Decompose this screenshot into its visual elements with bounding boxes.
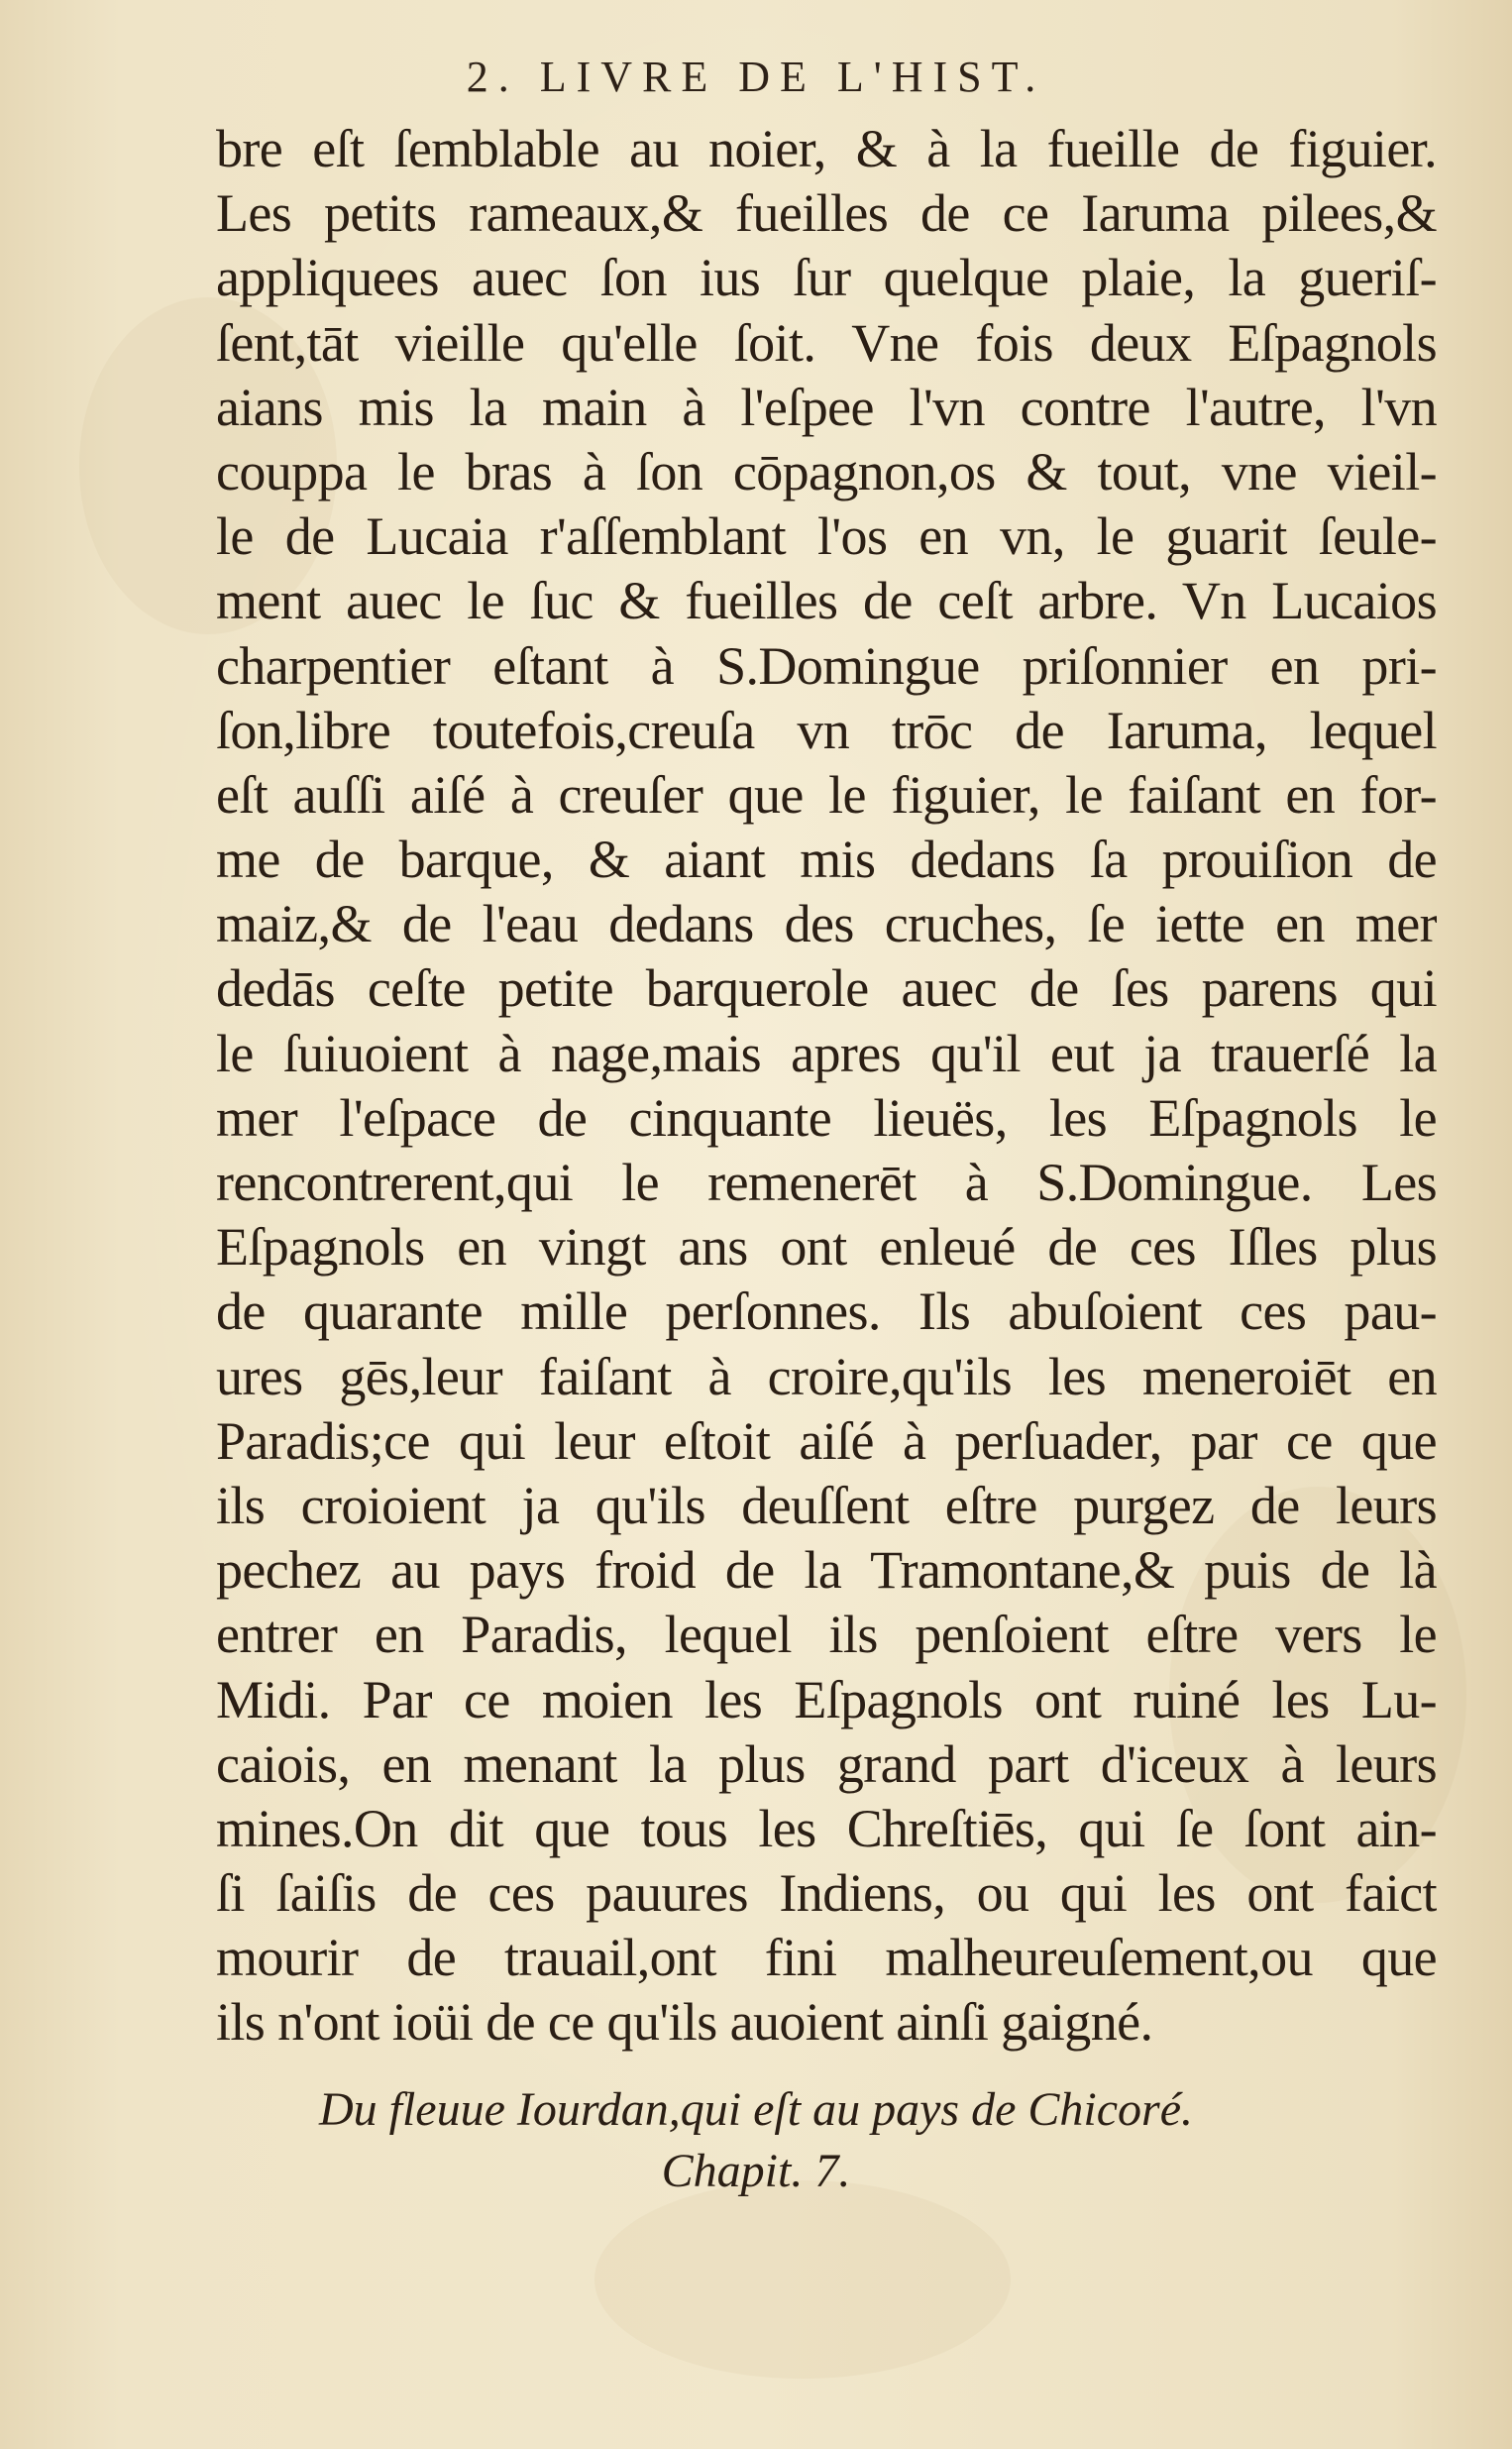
text-line: mourir de trauail,ont fini malheureuſement,ou que	[216, 1928, 1437, 1988]
text-line: ils croioient ja qu'ils deuſſent eſtre purgez de leurs	[216, 1475, 1437, 1535]
text-line: couppa le bras à ſon cōpagnon,os & tout, vne vieil-	[216, 441, 1437, 501]
chapter-heading	[0, 2079, 1512, 2202]
text-line: Les petits rameaux,& fueilles de ce Iaruma pilees,&	[216, 183, 1437, 244]
text-line: ment auec le ſuc & fueilles de ceſt arbre. Vn Lucaios	[216, 571, 1437, 631]
text-line: pechez au pays froid de la Tramontane,& puis de là	[216, 1540, 1437, 1601]
text-line: ures gēs,leur faiſant à croire,qu'ils les meneroiēt en	[216, 1346, 1437, 1406]
text-line: ſi ſaiſis de ces pauures Indiens, ou qui les ont faict	[216, 1863, 1437, 1924]
text-line: charpentier eſtant à S.Domingue priſonnier en pri-	[216, 635, 1437, 696]
text-line: Eſpagnols en vingt ans ont enleué de ces Iſles plus	[216, 1217, 1437, 1278]
running-head: 2. LIVRE DE L'HIST.	[466, 53, 1046, 101]
text-line: eſt auſſi aiſé à creuſer que le figuier, le faiſant en for-	[216, 764, 1437, 825]
text-line: me de barque, & aiant mis dedans ſa prouiſion de	[216, 830, 1437, 890]
text-line: dedās ceſte petite barquerole auec de ſes parens qui	[216, 958, 1437, 1019]
text-line: maiz,& de l'eau dedans des cruches, ſe iette en mer	[216, 894, 1437, 954]
text-line: le de Lucaia r'aſſemblant l'os en vn, le guarit ſeule-	[216, 506, 1437, 567]
chapter-number: Chapit. 7.	[661, 2145, 851, 2197]
text-line: ils n'ont ioüi de ce qu'ils auoient ainſi gaigné.	[216, 1992, 1153, 2053]
text-line: de quarante mille perſonnes. Ils abuſoient ces pau-	[216, 1281, 1437, 1342]
text-line: mines.On dit que tous les Chreſtiēs, qui ſe ſont ain-	[216, 1798, 1437, 1858]
text-line: ſon,libre toutefois,creuſa vn trōc de Iaruma, lequel	[216, 700, 1437, 760]
text-line: ſent,tāt vieille qu'elle ſoit. Vne fois deux Eſpagnols	[216, 312, 1437, 373]
text-line: mer l'eſpace de cinquante lieuës, les Eſpagnols le	[216, 1087, 1437, 1148]
text-line: aians mis la main à l'eſpee l'vn contre l'autre, l'vn	[216, 377, 1437, 437]
text-line: Paradis;ce qui leur eſtoit aiſé à perſuader, par ce que	[216, 1410, 1437, 1471]
text-line: appliquees auec ſon ius ſur quelque plaie, la gueriſ-	[216, 248, 1437, 308]
paragraph-body	[216, 117, 1437, 2056]
text-line: entrer en Paradis, lequel ils penſoient eſtre vers le	[216, 1605, 1437, 1665]
chapter-title: Du fleuue Iourdan,qui eſt au pays de Chicoré.	[318, 2083, 1194, 2136]
text-line: Midi. Par ce moien les Eſpagnols ont ruiné les Lu-	[216, 1669, 1437, 1729]
text-line: rencontrerent,qui le remenerēt à S.Domingue. Les	[216, 1153, 1437, 1212]
text-line: le ſuiuoient à nage,mais apres qu'il eut ja trauerſé la	[216, 1023, 1437, 1083]
text-line: bre eſt ſemblable au noier, & à la fueille de figuier.	[216, 119, 1437, 178]
text-line: caiois, en menant la plus grand part d'iceux à leurs	[216, 1733, 1437, 1794]
paper-stain	[594, 2180, 1011, 2379]
